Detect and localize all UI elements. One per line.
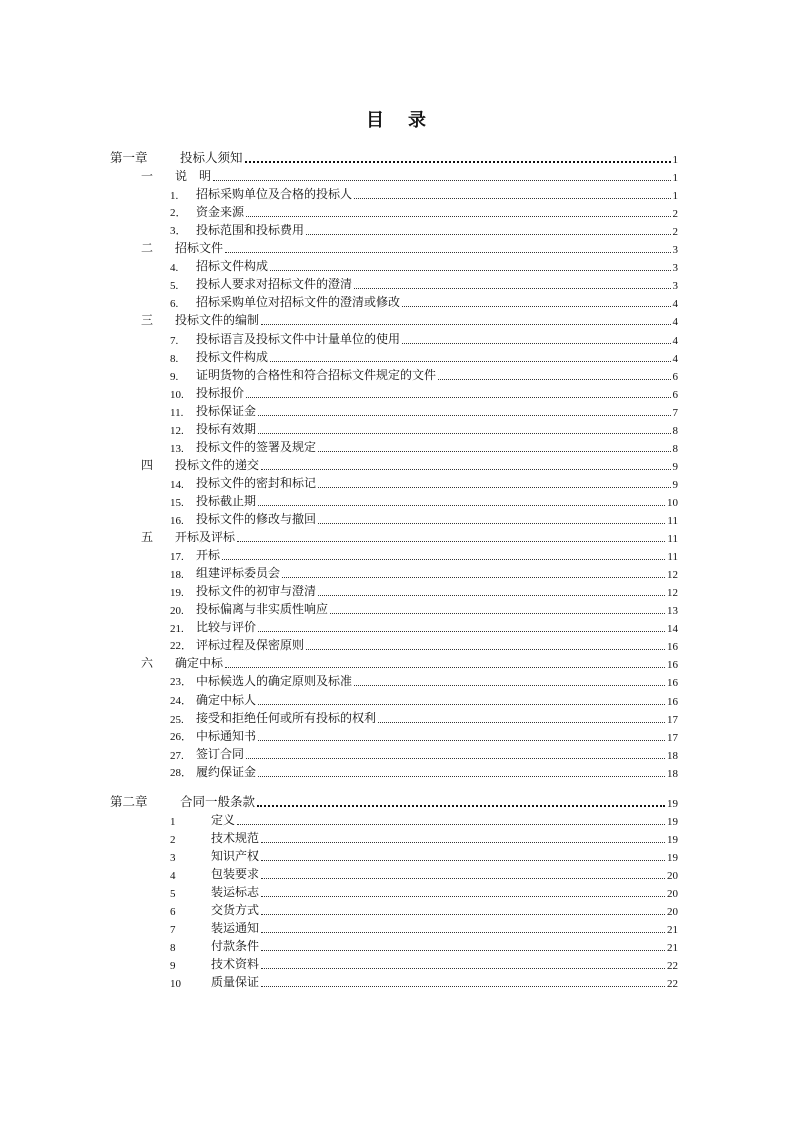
toc-entry-title: 合同一般条款 bbox=[180, 793, 256, 809]
toc-entry[interactable] bbox=[0, 348, 794, 366]
toc-entry-page: 18 bbox=[667, 749, 678, 762]
toc-entry-title: 证明货物的合格性和符合招标文件规定的文件 bbox=[196, 367, 437, 382]
dot-leader bbox=[246, 216, 671, 217]
toc-entry[interactable] bbox=[0, 221, 794, 239]
toc-entry-number: 3． bbox=[170, 225, 187, 238]
toc-entry-title: 付款条件 bbox=[211, 939, 260, 954]
dot-leader bbox=[222, 559, 665, 560]
toc-entry[interactable] bbox=[0, 901, 794, 919]
dot-leader bbox=[261, 986, 665, 987]
toc-entry-page: 16 bbox=[667, 641, 678, 654]
dot-leader bbox=[306, 234, 671, 235]
toc-entry-title: 技术资料 bbox=[211, 957, 260, 972]
toc-entry-page: 3 bbox=[672, 262, 678, 275]
dot-leader bbox=[237, 824, 665, 825]
toc-entry-page: 1 bbox=[672, 172, 678, 185]
toc-entry[interactable] bbox=[0, 919, 794, 937]
toc-entry[interactable] bbox=[0, 257, 794, 275]
dot-leader bbox=[282, 577, 665, 578]
toc-entry-page: 22 bbox=[667, 978, 678, 991]
toc-entry[interactable] bbox=[0, 185, 794, 203]
toc-entry-title: 投标文件的编制 bbox=[175, 313, 260, 328]
toc-entry-page: 3 bbox=[672, 244, 678, 257]
toc-entry-number: 10 bbox=[170, 978, 181, 991]
dot-leader bbox=[402, 343, 671, 344]
toc-entry-number: 17. bbox=[170, 551, 184, 564]
toc-entry[interactable] bbox=[0, 618, 794, 636]
toc-entry-page: 4 bbox=[672, 298, 678, 311]
dot-leader bbox=[270, 270, 671, 271]
toc-entry[interactable] bbox=[0, 865, 794, 883]
toc-entry-title: 投标语言及投标文件中计量单位的使用 bbox=[196, 331, 401, 346]
dot-leader bbox=[354, 198, 671, 199]
toc-entry-page: 11 bbox=[667, 533, 678, 546]
dot-leader bbox=[246, 397, 671, 398]
toc-entry-number: 六 bbox=[141, 656, 154, 671]
toc-entry-number: 24． bbox=[170, 694, 192, 707]
toc-entry-title: 履约保证金 bbox=[196, 764, 257, 779]
toc-entry-number: 13. bbox=[170, 442, 184, 455]
toc-entry[interactable] bbox=[0, 384, 794, 402]
toc-entry-page: 4 bbox=[672, 316, 678, 329]
toc-entry[interactable] bbox=[0, 456, 794, 474]
dot-leader bbox=[261, 968, 665, 969]
toc-entry-page: 13 bbox=[667, 605, 678, 618]
toc-entry-number: 27. bbox=[170, 749, 184, 762]
toc-entry-page: 4 bbox=[672, 334, 678, 347]
dot-leader bbox=[258, 415, 671, 416]
dot-leader bbox=[261, 842, 665, 843]
toc-entry-number: 第一章 bbox=[110, 150, 148, 165]
toc-entry-page: 19 bbox=[667, 815, 678, 828]
toc-entry-page: 12 bbox=[667, 569, 678, 582]
toc-entry-title: 中标通知书 bbox=[196, 728, 257, 743]
toc-entry-page: 17 bbox=[667, 731, 678, 744]
toc-entry-title: 开标及评标 bbox=[175, 530, 236, 545]
toc-entry-title: 投标文件的递交 bbox=[175, 457, 260, 472]
toc-entry-page: 8 bbox=[672, 442, 678, 455]
toc-entry-number: 五 bbox=[141, 530, 154, 545]
toc-entry-title: 资金来源 bbox=[196, 205, 245, 220]
dot-leader bbox=[225, 667, 665, 668]
toc-entry[interactable] bbox=[0, 167, 794, 185]
dot-leader bbox=[261, 896, 665, 897]
toc-entry[interactable] bbox=[0, 239, 794, 257]
toc-entry-page: 19 bbox=[667, 797, 678, 810]
toc-entry[interactable] bbox=[0, 546, 794, 564]
toc-entry-title: 投标有效期 bbox=[196, 421, 257, 436]
toc-entry[interactable] bbox=[0, 636, 794, 654]
toc-entry-page: 9 bbox=[672, 478, 678, 491]
toc-entry[interactable] bbox=[0, 275, 794, 293]
toc-entry-number: 7 bbox=[170, 924, 176, 937]
toc-entry-page: 6 bbox=[672, 370, 678, 383]
toc-entry-title: 开标 bbox=[196, 548, 221, 563]
toc-entry-number: 1. bbox=[170, 190, 179, 203]
dot-leader bbox=[270, 361, 671, 362]
dot-leader bbox=[261, 878, 665, 879]
dot-leader bbox=[246, 758, 665, 759]
toc-entry[interactable] bbox=[0, 691, 794, 709]
toc-entry[interactable] bbox=[0, 203, 794, 221]
toc-entry-number: 5 bbox=[170, 888, 176, 900]
toc-entry-title: 招标采购单位对招标文件的澄清或修改 bbox=[196, 295, 401, 310]
toc-entry-title: 投标人须知 bbox=[180, 150, 243, 165]
dot-leader bbox=[318, 487, 671, 488]
toc-entry[interactable] bbox=[0, 973, 794, 991]
toc-entry[interactable] bbox=[0, 438, 794, 456]
dot-leader bbox=[330, 613, 665, 614]
toc-entry[interactable] bbox=[0, 672, 794, 690]
toc-entry-title: 装运通知 bbox=[211, 921, 260, 936]
dot-leader bbox=[261, 932, 665, 933]
toc-entry-title: 投标文件的签署及规定 bbox=[196, 439, 317, 454]
dot-leader bbox=[258, 433, 671, 434]
toc-entry[interactable] bbox=[0, 149, 794, 167]
toc-entry-title: 质量保证 bbox=[211, 975, 260, 990]
toc-entry-title: 技术规范 bbox=[211, 830, 260, 845]
toc-entry-title: 说 明 bbox=[175, 169, 212, 184]
toc-entry-title: 投标截止期 bbox=[196, 493, 257, 508]
toc-entry-title: 投标文件的密封和标记 bbox=[196, 475, 317, 490]
toc-entry-page: 18 bbox=[667, 767, 678, 780]
toc-entry-page: 16 bbox=[667, 695, 678, 708]
toc-entry-page: 1 bbox=[672, 190, 678, 203]
toc-entry-number: 4. bbox=[170, 262, 179, 275]
toc-entry[interactable] bbox=[0, 402, 794, 420]
toc-entry[interactable] bbox=[0, 745, 794, 763]
dot-leader bbox=[258, 704, 665, 705]
toc-entry-number: 2． bbox=[170, 207, 187, 220]
toc-entry-page: 8 bbox=[672, 424, 678, 437]
toc-entry-number: 4 bbox=[170, 869, 176, 882]
toc-entry-number: 25. bbox=[170, 713, 184, 726]
toc-entry-number: 9. bbox=[170, 370, 179, 383]
toc-entry-page: 16 bbox=[667, 677, 678, 690]
toc-entry-number: 21. bbox=[170, 623, 184, 636]
toc-entry[interactable] bbox=[0, 727, 794, 745]
toc-entry-page: 12 bbox=[667, 587, 678, 600]
toc-entry-number: 19. bbox=[170, 587, 184, 600]
toc-entry-title: 投标范围和投标费用 bbox=[196, 223, 305, 238]
toc-entry[interactable] bbox=[0, 293, 794, 311]
toc-entry-number: 8 bbox=[170, 942, 176, 955]
toc-entry-page: 1 bbox=[672, 154, 678, 166]
dot-leader bbox=[261, 950, 665, 951]
toc-entry[interactable] bbox=[0, 883, 794, 901]
toc-entry-title: 中标候选人的确定原则及标准 bbox=[196, 674, 353, 689]
toc-entry-page: 21 bbox=[667, 924, 678, 937]
toc-entry-number: 28． bbox=[170, 766, 192, 779]
toc-entry-number: 一 bbox=[141, 169, 154, 184]
toc-entry-page: 19 bbox=[667, 851, 678, 864]
toc-entry[interactable] bbox=[0, 366, 794, 384]
toc-entry-number: 6 bbox=[170, 906, 176, 919]
toc-entry[interactable] bbox=[0, 847, 794, 865]
toc-entry-page: 16 bbox=[667, 659, 678, 672]
toc-entry-title: 招标采购单位及合格的投标人 bbox=[196, 187, 353, 202]
toc-entry-title: 投标文件构成 bbox=[196, 349, 269, 364]
toc-entry-title: 装运标志 bbox=[211, 885, 260, 899]
toc-entry-page: 2 bbox=[672, 226, 678, 239]
dot-leader bbox=[261, 914, 665, 915]
dot-leader bbox=[258, 776, 665, 777]
toc-entry-title: 接受和拒绝任何或所有投标的权利 bbox=[196, 710, 377, 725]
toc-entry-title: 签订合同 bbox=[196, 746, 245, 761]
toc-entry[interactable] bbox=[0, 330, 794, 348]
toc-entry[interactable] bbox=[0, 709, 794, 727]
toc-entry-number: 23． bbox=[170, 676, 192, 689]
toc-entry-number: 26． bbox=[170, 730, 192, 743]
dot-leader bbox=[261, 469, 671, 470]
toc-entry-number: 22． bbox=[170, 640, 192, 653]
dot-leader bbox=[354, 685, 665, 686]
dot-leader bbox=[318, 523, 665, 524]
dot-leader bbox=[225, 252, 671, 253]
toc-entry-page: 21 bbox=[667, 942, 678, 955]
toc-entry-number: 3 bbox=[170, 851, 176, 864]
toc-entry-page: 2 bbox=[672, 208, 678, 221]
toc-entry-title: 包装要求 bbox=[211, 866, 260, 881]
dot-leader bbox=[213, 180, 671, 181]
toc-entry-title: 投标文件的初审与澄清 bbox=[196, 584, 317, 599]
toc-entry-page: 20 bbox=[667, 869, 678, 882]
toc-entry-number: 10. bbox=[170, 388, 184, 401]
dot-leader bbox=[258, 740, 665, 741]
toc-entry-number: 18. bbox=[170, 569, 184, 582]
toc-entry[interactable] bbox=[0, 474, 794, 492]
toc-entry[interactable] bbox=[0, 811, 794, 829]
toc-entry[interactable] bbox=[0, 600, 794, 618]
toc-entry-number: 5. bbox=[170, 280, 179, 293]
toc-entry-page: 6 bbox=[672, 388, 678, 401]
toc-entry[interactable] bbox=[0, 582, 794, 600]
toc-entry-title: 投标保证金 bbox=[196, 403, 257, 418]
dot-leader bbox=[318, 595, 665, 596]
toc-entry-page: 20 bbox=[667, 888, 678, 900]
toc-entry-number: 7. bbox=[170, 334, 179, 347]
toc-entry-number: 四 bbox=[141, 457, 154, 472]
toc-entry-page: 10 bbox=[667, 496, 678, 509]
toc-entry-number: 2 bbox=[170, 833, 176, 846]
dot-leader bbox=[261, 324, 671, 325]
toc-entry[interactable] bbox=[0, 955, 794, 973]
dot-leader bbox=[402, 306, 671, 307]
toc-entry-page: 3 bbox=[672, 280, 678, 293]
toc-entry[interactable] bbox=[0, 311, 794, 329]
toc-entry-title: 比较与评价 bbox=[196, 620, 257, 635]
toc-entry[interactable] bbox=[0, 654, 794, 672]
toc-entry-title: 组建评标委员会 bbox=[196, 566, 281, 581]
page-title: 目 录 bbox=[366, 110, 428, 131]
toc-entry-page: 9 bbox=[672, 460, 678, 473]
toc-entry-page: 4 bbox=[672, 352, 678, 365]
dot-leader bbox=[258, 505, 665, 506]
toc-entry-title: 确定中标人 bbox=[196, 692, 257, 707]
toc-entry-title: 招标文件 bbox=[175, 241, 224, 256]
toc-entry[interactable] bbox=[0, 829, 794, 847]
toc-entry-title: 评标过程及保密原则 bbox=[196, 638, 305, 653]
toc-entry-title: 交货方式 bbox=[211, 903, 260, 918]
toc-entry-number: 11. bbox=[170, 406, 184, 419]
dot-leader bbox=[261, 860, 665, 861]
toc-entry-title: 投标偏离与非实质性响应 bbox=[196, 602, 329, 617]
dot-leader bbox=[354, 288, 671, 289]
toc-entry[interactable] bbox=[0, 420, 794, 438]
dot-leader bbox=[237, 541, 665, 542]
toc-entry[interactable] bbox=[0, 937, 794, 955]
toc-entry-number: 20. bbox=[170, 605, 184, 618]
toc-entry[interactable] bbox=[0, 564, 794, 582]
toc-entry[interactable] bbox=[0, 528, 794, 546]
toc-entry-title: 投标文件的修改与撤回 bbox=[196, 512, 317, 526]
toc-entry[interactable] bbox=[0, 510, 794, 528]
toc-entry-number: 6. bbox=[170, 298, 179, 311]
toc-entry[interactable] bbox=[0, 763, 794, 781]
toc-entry-number: 三 bbox=[141, 313, 154, 328]
toc-entry-title: 投标报价 bbox=[196, 385, 245, 400]
dot-leader bbox=[318, 451, 671, 452]
toc-entry-title: 知识产权 bbox=[211, 848, 260, 863]
toc-entry-number: 1 bbox=[170, 815, 176, 828]
toc-entry-page: 17 bbox=[667, 713, 678, 726]
toc-entry[interactable] bbox=[0, 793, 794, 811]
toc-entry-page: 19 bbox=[667, 833, 678, 846]
dot-leader bbox=[258, 631, 665, 632]
toc-entry-page: 22 bbox=[667, 960, 678, 973]
dot-leader bbox=[438, 379, 671, 380]
dot-leader bbox=[245, 161, 671, 163]
toc-entry[interactable] bbox=[0, 492, 794, 510]
toc-entry-number: 二 bbox=[141, 241, 154, 256]
toc-entry-number: 12. bbox=[170, 424, 184, 437]
toc-entry-number: 15. bbox=[170, 496, 184, 509]
toc-entry-number: 8. bbox=[170, 352, 179, 365]
toc-entry-title: 定义 bbox=[211, 812, 236, 827]
toc-entry-number: 16. bbox=[170, 515, 184, 527]
toc-entry-number: 9 bbox=[170, 960, 176, 973]
toc-entry-number: 第二章 bbox=[110, 793, 148, 809]
dot-leader bbox=[306, 649, 665, 650]
toc-entry-page: 11 bbox=[667, 551, 678, 564]
toc-entry-page: 7 bbox=[672, 406, 678, 419]
toc-entry-title: 投标人要求对招标文件的澄清 bbox=[196, 277, 353, 292]
toc-entry-page: 11 bbox=[667, 515, 678, 527]
toc-entry-title: 招标文件构成 bbox=[196, 259, 269, 274]
toc-entry-page: 20 bbox=[667, 906, 678, 919]
dot-leader bbox=[378, 722, 665, 723]
toc-entry-number: 14. bbox=[170, 478, 184, 491]
toc-entry-page: 14 bbox=[667, 623, 678, 636]
dot-leader bbox=[257, 805, 665, 807]
toc-entry-title: 确定中标 bbox=[175, 656, 224, 671]
